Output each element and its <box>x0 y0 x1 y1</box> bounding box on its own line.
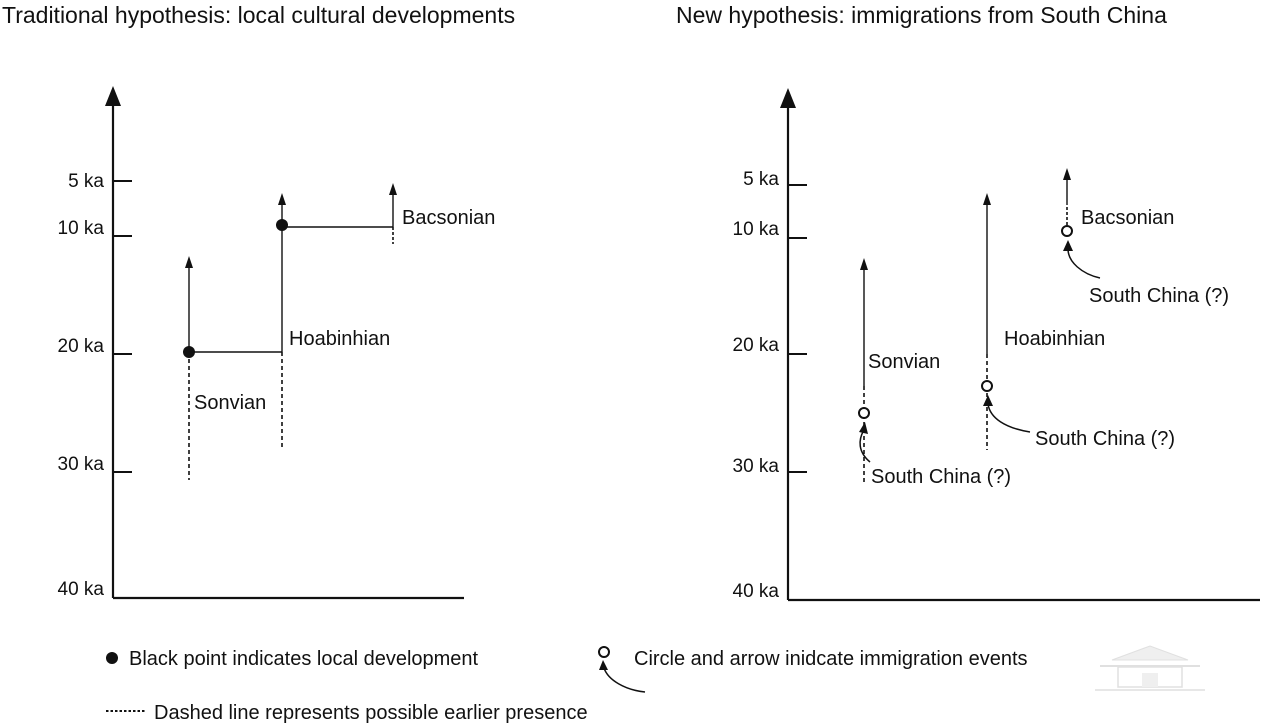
right-sonvian-immigration-circle <box>859 408 869 418</box>
left-hoabinhian-label: Hoabinhian <box>289 328 391 350</box>
left-tick-label-5ka: 5 ka <box>68 171 104 192</box>
legend-circle-arrow-text: Circle and arrow inidcate immigration events <box>634 648 1028 670</box>
left-hoabinhian-arrowhead <box>278 193 286 205</box>
legend-black-point-text: Black point indicates local development <box>129 648 479 670</box>
right-hoabinhian-immigration-arrow <box>988 404 1030 432</box>
right-bacsonian-immigration-arrow <box>1068 249 1100 278</box>
left-tick-label-20ka: 20 ka <box>57 336 104 357</box>
right-bacsonian-label: Bacsonian <box>1081 207 1175 229</box>
left-sonvian-label: Sonvian <box>194 392 267 414</box>
legend-arrow-icon <box>604 668 645 692</box>
left-bacsonian-arrowhead <box>389 183 397 195</box>
right-hoabinhian-origin-label: South China (?) <box>1035 428 1176 450</box>
left-sonvian-arrowhead <box>185 256 193 268</box>
right-tick-label-5ka: 5 ka <box>743 169 779 190</box>
right-bacsonian-origin-label: South China (?) <box>1089 285 1230 307</box>
left-y-axis-arrowhead <box>105 86 121 106</box>
right-bacsonian-arrowhead <box>1063 168 1071 180</box>
left-tick-label-40ka: 40 ka <box>57 579 104 600</box>
building-watermark-icon <box>1095 646 1205 690</box>
right-sonvian-origin-label: South China (?) <box>871 466 1012 488</box>
right-hoabinhian-arrowhead <box>983 193 991 205</box>
right-tick-label-40ka: 40 ka <box>732 581 779 602</box>
right-tick-label-20ka: 20 ka <box>732 335 779 356</box>
right-panel-title: New hypothesis: immigrations from South China <box>676 2 1167 28</box>
right-hoabinhian-label: Hoabinhian <box>1004 328 1106 350</box>
right-y-axis-arrowhead <box>780 88 796 108</box>
legend <box>106 647 1028 724</box>
legend-arrowhead-icon <box>599 660 608 670</box>
right-bacsonian-immigration-circle <box>1062 226 1072 236</box>
right-hoabinhian-immigration-arrowhead <box>983 395 993 406</box>
right-sonvian-label: Sonvian <box>868 351 941 373</box>
right-bacsonian-immigration-arrowhead <box>1063 240 1073 251</box>
left-tick-label-10ka: 10 ka <box>57 218 104 239</box>
right-sonvian-arrowhead <box>860 258 868 270</box>
right-tick-label-30ka: 30 ka <box>732 456 779 477</box>
legend-black-point-icon <box>106 652 118 664</box>
right-panel <box>733 88 1260 602</box>
right-tick-label-10ka: 10 ka <box>732 219 779 240</box>
left-tick-label-30ka: 30 ka <box>57 454 104 475</box>
left-bacsonian-label: Bacsonian <box>402 207 496 229</box>
left-panel-title: Traditional hypothesis: local cultural developments <box>2 2 516 28</box>
legend-dashed-line-text: Dashed line represents possible earlier presence <box>154 702 588 724</box>
right-hoabinhian-immigration-circle <box>982 381 992 391</box>
left-hoabinhian-black-point <box>276 219 288 231</box>
right-sonvian-immigration-arrow <box>860 430 870 462</box>
legend-circle-icon <box>599 647 609 657</box>
left-panel <box>58 86 496 600</box>
